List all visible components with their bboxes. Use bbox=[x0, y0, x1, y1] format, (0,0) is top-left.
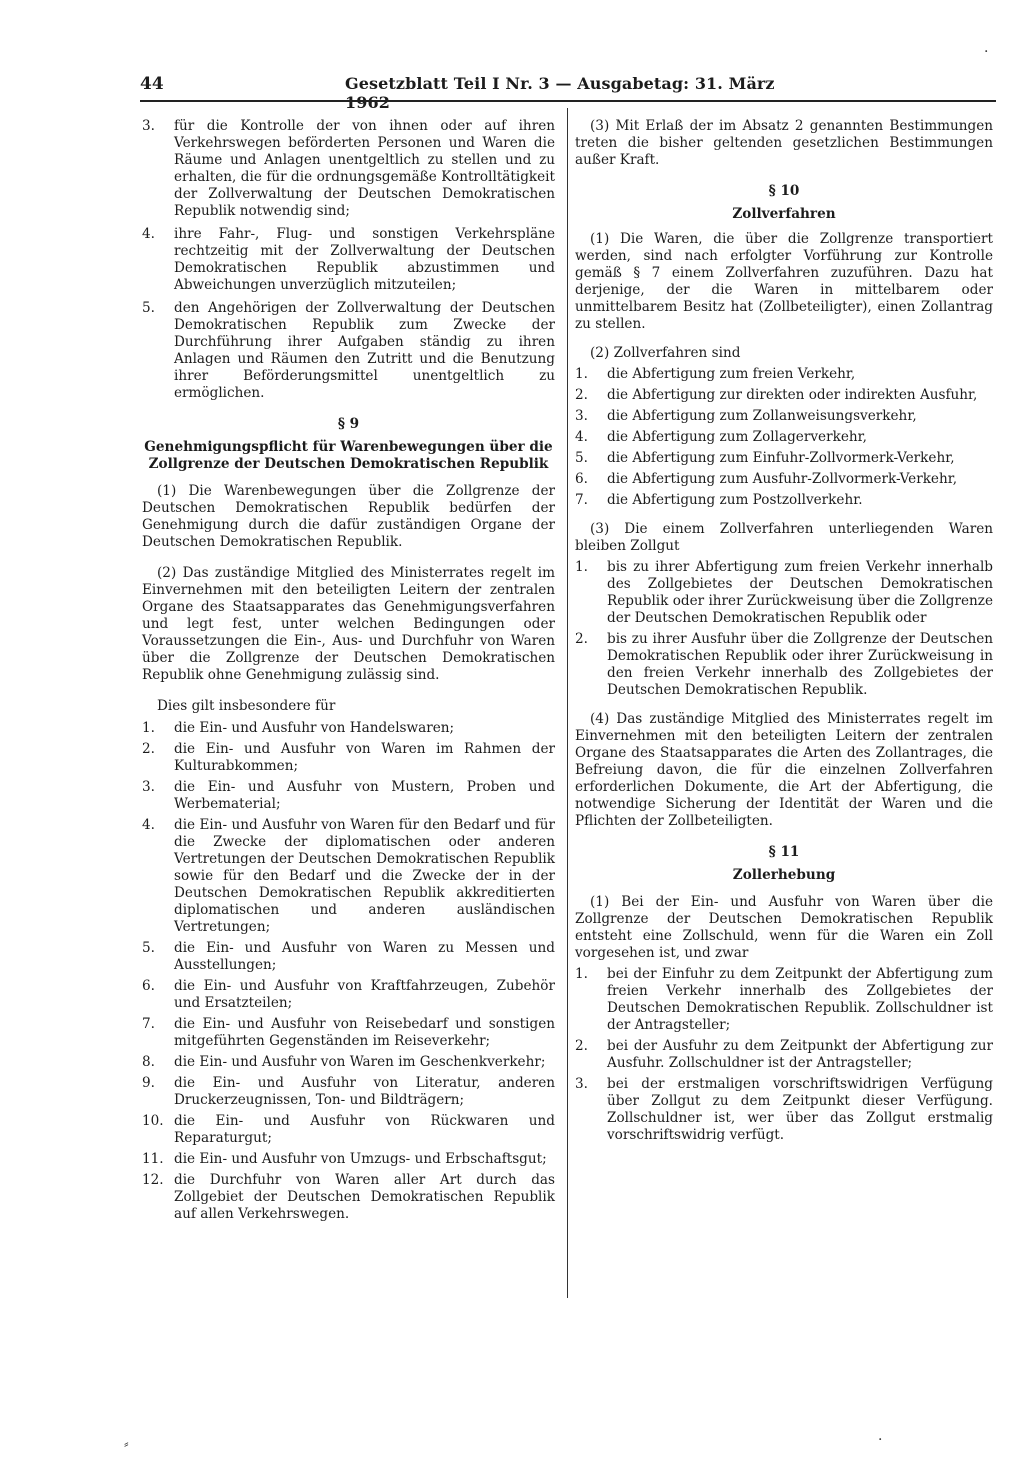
list-item: 7. die Abfertigung zum Postzollverkehr. bbox=[575, 492, 863, 508]
list-item: 4. die Ein- und Ausfuhr von Waren für den Bedarf und für die Zwecke der diplomatischen oder anderen Vertretungen der Deutschen Demokratischen Republik sowie für den Bedarf und die Zwecke der in der Deutschen Demokratischen Republik akkreditierten diplomatischen und anderen ausländischen Vertretungen; bbox=[142, 817, 555, 935]
list-item: 3. für die Kontrolle der von ihnen oder auf ihren Verkehrswegen beförderten Personen und Waren die Räume und Anlagen unentgeltlich zu stellen und zu erhalten, die für die ordnungsgemäße Kontrolltätigkeit der Zollverwaltung der Deutschen Demokratischen Republik notwendig sind; bbox=[142, 118, 555, 219]
paragraph: (1) Die Warenbewegungen über die Zollgrenze der Deutschen Demokratischen Republik bedürfen der Genehmigung durch die dafür zuständigen Organe der Deutschen Demokratischen Republik. bbox=[142, 483, 555, 550]
list-item: 2. bis zu ihrer Ausfuhr über die Zollgrenze der Deutschen Demokratischen Republik oder ihrer Zurückweisung in den freien Verkehr innerhalb des Zollgebietes der Deutschen Demokratischen Republik. bbox=[575, 631, 993, 698]
list-item: 10. die Ein- und Ausfuhr von Rückwaren und Reparaturgut; bbox=[142, 1113, 555, 1146]
list-item: 6. die Abfertigung zum Ausfuhr-Zollvormerk-Verkehr, bbox=[575, 471, 958, 487]
page-header bbox=[140, 74, 780, 112]
section-number: § 10 bbox=[768, 183, 800, 199]
list-item: 4. ihre Fahr-, Flug- und sonstigen Verkehrspläne rechtzeitig mit der Zollverwaltung der Deutschen Demokratischen Republik abzustimmen und Abweichungen unverzüglich mitzuteilen; bbox=[142, 226, 555, 293]
paragraph: (1) Die Waren, die über die Zollgrenze transportiert werden, sind nach erfolgter Vorführung zur Kontrolle gemäß § 7 einem Zollverfahren zuzuführen. Dazu hat derjenige, der die Waren in mittelbarem oder unmittelbarem Besitz hat (Zollbeteiligter), einen Zollantrag zu stellen. bbox=[575, 231, 993, 332]
list-item: 1. die Abfertigung zum freien Verkehr, bbox=[575, 366, 856, 382]
left-column bbox=[142, 118, 555, 1223]
gazette-title: Gesetzblatt Teil I Nr. 3 — Ausgabetag: 31. März 1962 bbox=[345, 74, 775, 112]
list-item: 3. bei der erstmaligen vorschriftswidrigen Verfügung über Zollgut zu dem Zeitpunkt dieser Verfügung. Zollschuldner ist, wer über das Zollgut erstmalig vorschriftswidrig verfügt. bbox=[575, 1076, 993, 1143]
list-item: 1. bis zu ihrer Abfertigung zum freien Verkehr innerhalb des Zollgebietes der Deutschen Demokratischen Republik oder ihrer Zurückweisung über die Zollgrenze der Deutschen Demokratischen Republik oder bbox=[575, 559, 994, 626]
header-rule bbox=[140, 100, 996, 102]
list-item: 3. die Abfertigung zum Zollanweisungsverkehr, bbox=[575, 408, 917, 424]
list-item: 12. die Durchfuhr von Waren aller Art durch das Zollgebiet der Deutschen Demokratischen Republik auf allen Verkehrswegen. bbox=[142, 1172, 555, 1222]
list-item: 1. die Ein- und Ausfuhr von Handelswaren; bbox=[142, 720, 455, 736]
paragraph: (4) Das zuständige Mitglied des Ministerrates regelt im Einvernehmen mit den beteiligten Leitern der zentralen Organe des Staatsapparates die Arten des Zollantrages, die Befreiung davon, die für die einzelnen Zollverfahren erforderlichen Dokumente, die Art der Abfertigung, die notwendige Sicherung der Identität der Waren und die Pflichten der Zollbeteiligten. bbox=[575, 711, 993, 829]
list-item: 2. die Ein- und Ausfuhr von Waren im Rahmen der Kulturabkommen; bbox=[142, 741, 555, 774]
column-divider bbox=[567, 108, 568, 1298]
list-item: 3. die Ein- und Ausfuhr von Mustern, Proben und Werbematerial; bbox=[142, 779, 555, 812]
section-title: Genehmigungspflicht für Warenbewegungen über die Zollgrenze der Deutschen Demokratischen Republik bbox=[144, 439, 553, 472]
paragraph: (1) Bei der Ein- und Ausfuhr von Waren über die Zollgrenze der Deutschen Demokratischen Republik entsteht eine Zollschuld, wenn für die Waren ein Zoll vorgesehen ist, und zwar bbox=[575, 894, 993, 961]
list-item: 1. bei der Einfuhr zu dem Zeitpunkt der Abfertigung zum freien Verkehr innerhalb des Zollgebietes der Deutschen Demokratischen Republik. Zollschuldner ist der Antragsteller; bbox=[575, 966, 993, 1033]
list-item: 5. die Ein- und Ausfuhr von Waren zu Messen und Ausstellungen; bbox=[142, 940, 555, 973]
section-title: Zollverfahren bbox=[732, 206, 836, 222]
scan-speck: · bbox=[984, 44, 989, 60]
paragraph: (3) Die einem Zollverfahren unterliegenden Waren bleiben Zollgut bbox=[575, 521, 993, 554]
scan-speck: ⸗ bbox=[124, 1436, 129, 1452]
section-number: § 9 bbox=[337, 416, 360, 432]
list-item: 5. die Abfertigung zum Einfuhr-Zollvormerk-Verkehr, bbox=[575, 450, 955, 466]
section-number: § 11 bbox=[768, 844, 800, 860]
list-item: 7. die Ein- und Ausfuhr von Reisebedarf und sonstigen mitgeführten Gegenständen im Reiseverkehr; bbox=[142, 1016, 555, 1049]
list-item: 9. die Ein- und Ausfuhr von Literatur, anderen Druckerzeugnissen, Ton- und Bildträgern; bbox=[142, 1075, 555, 1108]
list-item: 2. bei der Ausfuhr zu dem Zeitpunkt der Abfertigung zur Ausfuhr. Zollschuldner ist der Antragsteller; bbox=[575, 1038, 993, 1071]
scan-speck: · bbox=[878, 1432, 883, 1448]
list-item: 5. den Angehörigen der Zollverwaltung der Deutschen Demokratischen Republik zum Zwecke der Durchführung ihrer Aufgaben ständig zu ihren Anlagen und Räumen den Zutritt und die Benutzung ihrer Beförderungsmittel unentgeltlich zu ermöglichen. bbox=[142, 300, 555, 401]
paragraph: (3) Mit Erlaß der im Absatz 2 genannten Bestimmungen treten die bisher geltenden gesetzlichen Bestimmungen außer Kraft. bbox=[575, 118, 993, 168]
list-item: 4. die Abfertigung zum Zollagerverkehr, bbox=[575, 429, 867, 445]
list-item: 11. die Ein- und Ausfuhr von Umzugs- und Erbschaftsgut; bbox=[142, 1151, 547, 1167]
section-title: Zollerhebung bbox=[732, 867, 836, 883]
paragraph: (2) Das zuständige Mitglied des Ministerrates regelt im Einvernehmen mit den beteiligten Leitern der zentralen Organe des Staatsapparates das Genehmigungsverfahren und legt fest, unter welchen Bedingungen oder Voraussetzungen die Ein-, Aus- und Durchfuhr von Waren über die Zollgrenze der Deutschen Demokratischen Republik ohne Genehmigung zulässig sind. bbox=[142, 565, 555, 683]
list-item: 8. die Ein- und Ausfuhr von Waren im Geschenkverkehr; bbox=[142, 1054, 546, 1070]
list-item: 2. die Abfertigung zur direkten oder indirekten Ausfuhr, bbox=[575, 387, 978, 403]
list-item: 6. die Ein- und Ausfuhr von Kraftfahrzeugen, Zubehör und Ersatzteilen; bbox=[142, 978, 555, 1011]
page-number: 44 bbox=[140, 74, 164, 94]
right-column bbox=[575, 118, 993, 1144]
list-intro: Dies gilt insbesondere für bbox=[157, 698, 336, 714]
paragraph: (2) Zollverfahren sind bbox=[590, 345, 741, 361]
